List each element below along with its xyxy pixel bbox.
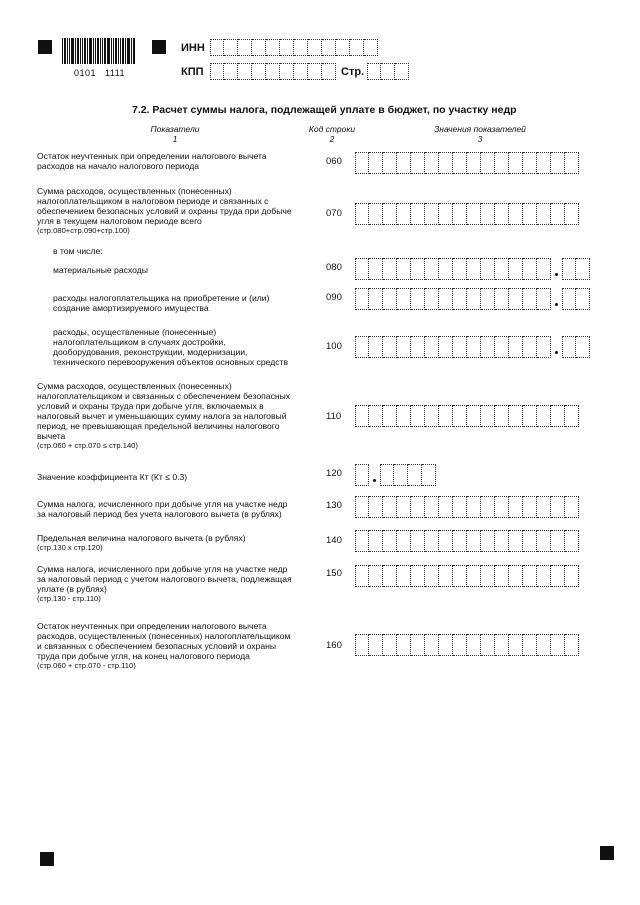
page-label: Стр. <box>341 66 365 78</box>
row-formula-note: (стр.060 + стр.070 - стр.110) <box>37 661 136 670</box>
column-head-indicators <box>130 124 220 144</box>
row-label-text: Сумма расходов, осуществленных (понесенных) налогоплательщиком в налоговом периоде и связанных с обеспечением безопасных условий и охраны труда при добыче угля в текущем налоговом периоде всего <box>37 186 292 226</box>
row-label <box>53 293 269 313</box>
value-field-fraction-part[interactable] <box>562 336 590 358</box>
kpp-label: КПП <box>181 66 204 78</box>
row-label-text: Предельная величина налогового вычета (в рублях) <box>37 533 246 543</box>
row-label <box>37 472 187 482</box>
value-field[interactable] <box>355 203 579 225</box>
row-formula-note: (стр.130 х стр.120) <box>37 543 103 552</box>
column-name: Показатели <box>150 124 200 134</box>
value-field-fraction-part[interactable] <box>562 288 590 310</box>
column-head-line-code <box>302 124 362 144</box>
row-label <box>37 381 290 451</box>
value-field-integer-part[interactable] <box>355 258 551 280</box>
value-field-integer-part[interactable] <box>355 288 551 310</box>
row-label-text: расходы налогоплательщика на приобретение и (или) создание амортизируемого имущества <box>53 293 270 313</box>
line-code: 130 <box>326 500 342 511</box>
line-code: 140 <box>326 535 342 546</box>
coefficient-fraction-field[interactable] <box>380 464 436 486</box>
row-formula-note: (стр.080+стр.090+стр.100) <box>37 226 130 235</box>
decimal-point <box>373 479 376 482</box>
line-code: 080 <box>326 262 342 273</box>
decimal-point <box>555 351 558 354</box>
coefficient-integer-field[interactable] <box>355 464 369 486</box>
value-field-integer-part[interactable] <box>355 336 551 358</box>
kpp-field[interactable] <box>210 63 336 80</box>
column-number: 1 <box>172 134 178 144</box>
row-label <box>37 151 267 171</box>
corner-marker-top-left <box>38 40 52 54</box>
row-formula-note: (стр.060 + стр.070 ≤ стр.140) <box>37 441 138 450</box>
line-code: 110 <box>326 411 342 422</box>
column-number: 3 <box>477 134 483 144</box>
inn-label: ИНН <box>181 42 205 54</box>
value-field[interactable] <box>355 634 579 656</box>
column-head-values <box>420 124 540 144</box>
line-code: 070 <box>326 208 342 219</box>
barcode <box>62 38 138 64</box>
column-number: 2 <box>329 134 335 144</box>
line-code: 120 <box>326 468 342 479</box>
row-label <box>37 564 292 604</box>
row-label <box>53 327 288 367</box>
subheader-including: в том числе: <box>53 246 103 256</box>
row-label <box>53 265 148 275</box>
column-name: Значения показателей <box>434 124 526 134</box>
row-label <box>37 186 292 236</box>
row-label <box>37 621 290 671</box>
value-field-fraction-part[interactable] <box>562 258 590 280</box>
row-label-text: Сумма налога, исчисленного при добыче угля на участке недр за налоговый период без учета налогового вычета (в рублях) <box>37 499 288 519</box>
line-code: 100 <box>326 341 342 352</box>
decimal-point <box>555 273 558 276</box>
line-code: 090 <box>326 292 342 303</box>
value-field[interactable] <box>355 496 579 518</box>
value-field[interactable] <box>355 530 579 552</box>
inn-field[interactable] <box>210 39 378 56</box>
row-label-text: Остаток неучтенных при определении налогового вычета расходов, осуществленных (понесенных) налогоплательщиком и связанных с обеспечением безопасных условий и охраны труда при добыче угля, на конец налогового периода <box>37 621 291 661</box>
section-title: 7.2. Расчет суммы налога, подлежащей уплате в бюджет, по участку недр <box>132 104 517 116</box>
page-number-field[interactable] <box>367 63 409 80</box>
row-label <box>37 499 287 519</box>
row-label-text: Остаток неучтенных при определении налогового вычета расходов на начало налогового периода <box>37 151 267 171</box>
value-field[interactable] <box>355 152 579 174</box>
line-code: 160 <box>326 640 342 651</box>
decimal-point <box>555 303 558 306</box>
corner-marker-bottom-left <box>40 852 54 866</box>
line-code: 060 <box>326 156 342 167</box>
column-name: Код строки <box>308 124 356 134</box>
row-label-text: Сумма расходов, осуществленных (понесенных) налогоплательщиком и связанных с обеспечением безопасных условий и охраны труда при добыче угля, включаемых в налоговый вычет и уменьшающих сумму налога за налоговый период, не превышающая предельной величины налогового вычета <box>37 381 291 441</box>
row-label-text: материальные расходы <box>53 265 148 275</box>
row-label <box>37 533 246 553</box>
barcode-number: 0101 1111 <box>74 68 126 78</box>
row-formula-note: (стр.130 - стр.110) <box>37 594 101 603</box>
corner-marker-top-center <box>152 40 166 54</box>
value-field[interactable] <box>355 405 579 427</box>
line-code: 150 <box>326 568 342 579</box>
corner-marker-bottom-right <box>600 846 614 860</box>
row-label-text: Сумма налога, исчисленного при добыче угля на участке недр за налоговый период с учетом налогового вычета, подлежащая уплате (в рублях) <box>37 564 292 594</box>
row-label-text: Значение коэффициента Кт (Кт ≤ 0.3) <box>37 472 188 482</box>
row-label-text: расходы, осуществленные (понесенные) налогоплательщиком в случаях достройки, дооборудования, реконструкции, модернизации, технического перевооружения объектов основных средств <box>53 327 289 367</box>
value-field[interactable] <box>355 565 579 587</box>
